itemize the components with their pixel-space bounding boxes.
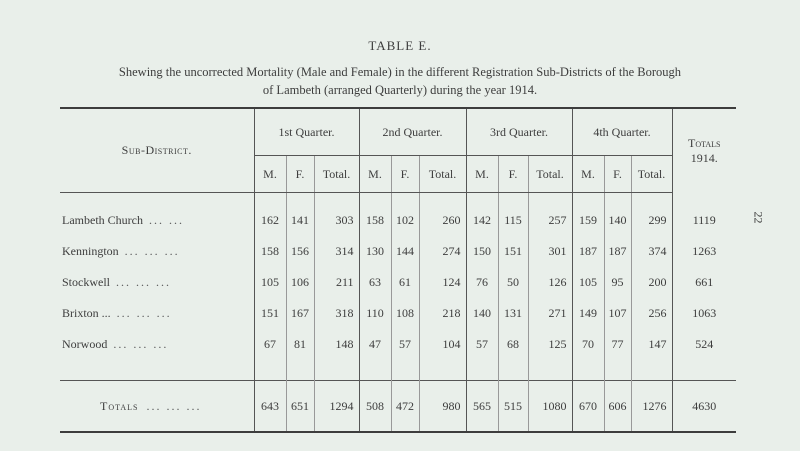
col-total: Total.	[314, 156, 359, 193]
year-total: 1063	[672, 298, 736, 329]
table-subtitle	[50, 63, 750, 99]
subtitle-line-1: Shewing the uncorrected Mortality (Male and Female) in the different Registration Sub-Districts of the Borough	[118, 65, 682, 79]
male-count: 158	[254, 236, 286, 267]
mortality-table	[60, 107, 736, 433]
quarter-total: 104	[419, 329, 466, 360]
totals-header-line-2: 1914.	[690, 150, 718, 165]
male-count: 63	[359, 267, 391, 298]
col-total: Total.	[631, 156, 672, 193]
table-row	[60, 298, 736, 329]
male-count: 105	[254, 267, 286, 298]
male-count: 105	[572, 267, 604, 298]
year-total: 661	[672, 267, 736, 298]
female-count: 167	[286, 298, 314, 329]
male-count: 149	[572, 298, 604, 329]
female-count: 95	[604, 267, 631, 298]
quarter-total: 314	[314, 236, 359, 267]
female-count: 472	[391, 381, 419, 433]
male-count: 70	[572, 329, 604, 360]
female-count: 81	[286, 329, 314, 360]
quarter-total: 257	[528, 205, 572, 236]
quarter-header: 2nd Quarter.	[359, 109, 466, 156]
quarter-total: 303	[314, 205, 359, 236]
table-row	[60, 205, 736, 236]
female-count: 144	[391, 236, 419, 267]
quarter-total: 274	[419, 236, 466, 267]
col-f: F.	[391, 156, 419, 193]
quarter-total: 318	[314, 298, 359, 329]
year-total: 1119	[672, 205, 736, 236]
col-m: M.	[359, 156, 391, 193]
quarter-total: 299	[631, 205, 672, 236]
leader-dots: ... ... ...	[113, 337, 169, 351]
female-count: 107	[604, 298, 631, 329]
quarter-total: 256	[631, 298, 672, 329]
female-count: 106	[286, 267, 314, 298]
male-count: 158	[359, 205, 391, 236]
quarter-header: 1st Quarter.	[254, 109, 359, 156]
quarter-total: 1276	[631, 381, 672, 433]
female-count: 57	[391, 329, 419, 360]
col-f: F.	[604, 156, 631, 193]
leader-dots: ... ... ...	[124, 244, 180, 258]
year-total: 4630	[672, 381, 736, 433]
male-count: 57	[466, 329, 498, 360]
quarter-total: 200	[631, 267, 672, 298]
year-total: 1263	[672, 236, 736, 267]
male-count: 67	[254, 329, 286, 360]
female-count: 187	[604, 236, 631, 267]
male-count: 110	[359, 298, 391, 329]
quarter-total: 1294	[314, 381, 359, 433]
sub-district-name	[60, 381, 254, 433]
sub-district-header: Sub-District.	[60, 109, 254, 193]
totals-row	[60, 381, 736, 433]
female-count: 50	[498, 267, 528, 298]
female-count: 515	[498, 381, 528, 433]
male-count: 670	[572, 381, 604, 433]
quarter-total: 271	[528, 298, 572, 329]
col-m: M.	[254, 156, 286, 193]
totals-header-line-1: Totals	[688, 135, 721, 150]
totals-header	[672, 109, 736, 193]
col-total: Total.	[528, 156, 572, 193]
quarter-total: 147	[631, 329, 672, 360]
quarter-total: 218	[419, 298, 466, 329]
leader-dots: ... ... ...	[116, 275, 171, 289]
quarter-total: 126	[528, 267, 572, 298]
table-row	[60, 267, 736, 298]
male-count: 76	[466, 267, 498, 298]
col-f: F.	[498, 156, 528, 193]
male-count: 159	[572, 205, 604, 236]
female-count: 651	[286, 381, 314, 433]
quarter-total: 125	[528, 329, 572, 360]
col-m: M.	[572, 156, 604, 193]
quarter-total: 1080	[528, 381, 572, 433]
male-count: 565	[466, 381, 498, 433]
col-total: Total.	[419, 156, 466, 193]
quarter-total: 374	[631, 236, 672, 267]
female-count: 156	[286, 236, 314, 267]
male-count: 142	[466, 205, 498, 236]
col-f: F.	[286, 156, 314, 193]
table-title: TABLE E.	[368, 38, 432, 53]
male-count: 47	[359, 329, 391, 360]
year-total: 524	[672, 329, 736, 360]
quarter-total: 124	[419, 267, 466, 298]
sub-district-name	[60, 205, 254, 236]
quarter-header: 3rd Quarter.	[466, 109, 572, 156]
sub-district-name	[60, 236, 254, 267]
leader-dots: ... ... ...	[116, 306, 172, 320]
male-count: 162	[254, 205, 286, 236]
quarter-total: 301	[528, 236, 572, 267]
quarter-total: 211	[314, 267, 359, 298]
female-count: 115	[498, 205, 528, 236]
district-label: Brixton ...	[62, 306, 111, 320]
page-number: 22	[751, 211, 766, 224]
female-count: 151	[498, 236, 528, 267]
female-count: 108	[391, 298, 419, 329]
district-label: Stockwell	[62, 275, 110, 289]
quarter-header: 4th Quarter.	[572, 109, 672, 156]
female-count: 606	[604, 381, 631, 433]
male-count: 130	[359, 236, 391, 267]
male-count: 187	[572, 236, 604, 267]
quarter-total: 260	[419, 205, 466, 236]
sub-district-name	[60, 329, 254, 360]
district-label: Totals	[100, 398, 139, 413]
district-label: Norwood	[62, 337, 108, 351]
sub-district-name	[60, 298, 254, 329]
quarter-total: 148	[314, 329, 359, 360]
male-count: 508	[359, 381, 391, 433]
female-count: 102	[391, 205, 419, 236]
col-m: M.	[466, 156, 498, 193]
leader-dots: ... ...	[148, 213, 184, 227]
district-label: Kennington	[62, 244, 119, 258]
subtitle-line-2: of Lambeth (arranged Quarterly) during the year 1914.	[262, 83, 538, 97]
female-count: 131	[498, 298, 528, 329]
quarter-total: 980	[419, 381, 466, 433]
sub-district-name	[60, 267, 254, 298]
table-row	[60, 329, 736, 360]
male-count: 140	[466, 298, 498, 329]
leader-dots: ... ... ...	[146, 398, 202, 413]
female-count: 68	[498, 329, 528, 360]
female-count: 140	[604, 205, 631, 236]
male-count: 643	[254, 381, 286, 433]
female-count: 141	[286, 205, 314, 236]
header-row-quarters	[60, 109, 736, 156]
table-row	[60, 236, 736, 267]
district-label: Lambeth Church	[62, 213, 143, 227]
female-count: 77	[604, 329, 631, 360]
female-count: 61	[391, 267, 419, 298]
male-count: 151	[254, 298, 286, 329]
male-count: 150	[466, 236, 498, 267]
